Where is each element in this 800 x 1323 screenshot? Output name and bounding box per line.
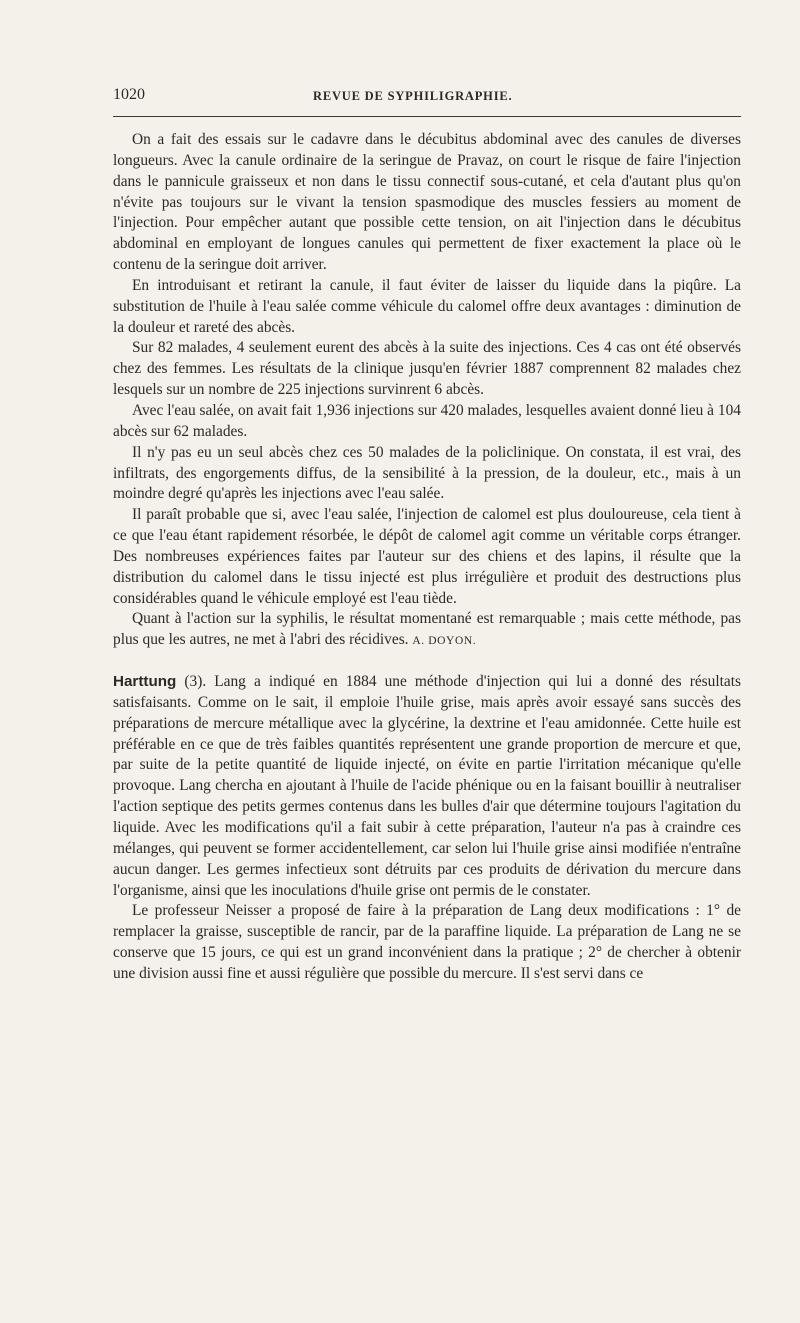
- paragraph: Il n'y pas eu un seul abcès chez ces 50 malades de la policlinique. On constata, il est vrai, des infiltrats, des engorgements diffus, de la sensibilité à la pression, de la douleur, etc., mais à un moindre degré qu'après les injections avec l'eau salée.: [113, 443, 741, 503]
- paragraph-with-signature: [113, 609, 741, 652]
- paragraph: Avec l'eau salée, on avait fait 1,936 injections sur 420 malades, lesquelles avaient donné lieu à 104 abcès sur 62 malades.: [113, 401, 741, 440]
- page: [113, 84, 741, 985]
- paragraph-text: (3). Lang a indiqué en 1884 une méthode d'injection qui lui a donné des résultats satisfaisants. Comme on le sait, il emploie l'huile grise, mais après avoir essayé sans succès des préparations de mercure métallique avec la glycérine, la dextrine et l'eau amidonnée. Cette huile est préférable en ce que de très faibles quantités représentent une grande proportion de mercure et que, par suite de la petite quantité de liquide injecté, on évite en partie l'irritation mécanique qu'elle provoque. Lang chercha en ajoutant à l'huile de l'acide phénique ou en la faisant bouillir à neutraliser l'action septique des petits germes contenus dans les bulles d'air que détermine toujours l'agitation du liquide. Avec les modifications qu'il a fait subir à cette préparation, l'auteur n'a pas à craindre ces mélanges, qui peuvent se former accidentellement, car selon lui l'huile grise ainsi modifiée n'entraîne aucun danger. Les germes infectieux sont détruits par ces produits de dérivation du mercure dans l'organisme, ainsi que les inoculations d'huile grise ont permis de le constater.: [113, 673, 741, 899]
- paragraph: On a fait des essais sur le cadavre dans le décubitus abdominal avec des canules de diverses longueurs. Avec la canule ordinaire de la seringue de Pravaz, on court le risque de faire l'injection dans le pannicule graisseux et non dans le tissu connectif sous-cutané, et cela d'autant plus qu'on n'évite pas toujours sur le vivant la tension spasmodique des muscles fessiers au moment de l'injection. Pour empêcher autant que possible cette tension, on ait l'injection dans le décubitus abdominal en employant de longues canules qui permettent de fixer exactement la place où le contenu de la seringue doit arriver.: [113, 131, 741, 274]
- paragraph: Le professeur Neisser a proposé de faire à la préparation de Lang deux modifications : 1° de remplacer la graisse, susceptible de rancir, par de la paraffine liquide. La préparation de Lang ne se conserve que 15 jours, ce qui est un grand inconvénient dans la pratique ; 2° de chercher à obtenir une division aussi fine et aussi régulière que possible du mercure. Il s'est servi dans ce: [113, 902, 741, 982]
- author-signature: A. DOYON.: [412, 635, 477, 648]
- running-head: [113, 84, 741, 106]
- paragraph: Sur 82 malades, 4 seulement eurent des abcès à la suite des injections. Ces 4 cas ont été observés chez des femmes. Les résultats de la clinique jusqu'en février 1887 comprennent 82 malades chez lesquels sur un nombre de 225 injections survinrent 6 abcès.: [113, 339, 741, 399]
- reviewed-author-name: Harttung: [113, 673, 177, 691]
- paragraph-text: Quant à l'action sur la syphilis, le résultat momentané est remarquable ; mais cette méthode, pas plus que les autres, ne met à l'abri des récidives.: [113, 610, 741, 649]
- article-body: [113, 130, 741, 985]
- journal-title: REVUE DE SYPHILIGRAPHIE.: [313, 89, 513, 103]
- page-number: 1020: [113, 86, 145, 103]
- review-paragraph: [113, 672, 741, 901]
- header-rule: [113, 116, 741, 117]
- paragraph: En introduisant et retirant la canule, il faut éviter de laisser du liquide dans la piqûre. La substitution de l'huile à l'eau salée comme véhicule du calomel offre deux avantages : diminution de la douleur et rareté des abcès.: [113, 276, 741, 336]
- section-spacer: [113, 652, 741, 672]
- paragraph: Il paraît probable que si, avec l'eau salée, l'injection de calomel est plus douloureuse, cela tient à ce que l'eau étant rapidement résorbée, le dépôt de calomel agit comme un véritable corps étranger. Des nombreuses expériences faites par l'auteur sur des chiens et des lapins, il résulte que la distribution du calomel dans le tissu injecté est plus irrégulière et produit des destructions plus considérables quand le véhicule employé est l'eau tiède.: [113, 506, 741, 607]
